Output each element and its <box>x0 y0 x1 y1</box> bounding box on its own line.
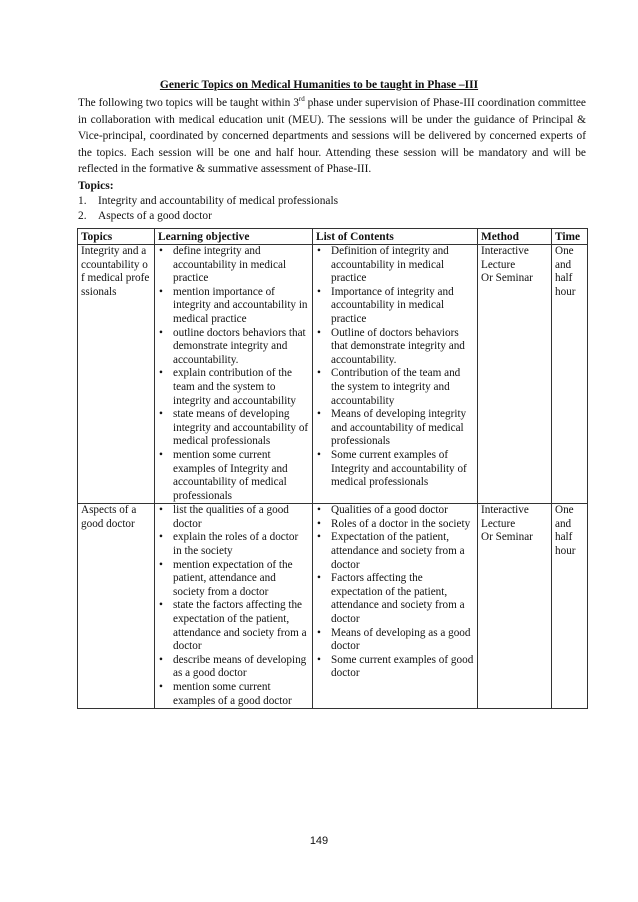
list-item: • mention importance of integrity and accountability in medical practice <box>158 286 309 327</box>
time-line: hour <box>555 545 576 558</box>
page-title: Generic Topics on Medical Humanities to be taught in Phase –III <box>159 79 479 91</box>
time-cell <box>552 504 588 709</box>
time-line: One <box>555 245 574 257</box>
method-line: Lecture <box>481 258 516 271</box>
list-item: • Roles of a doctor in the society <box>316 518 474 532</box>
page-number: 149 <box>309 835 329 847</box>
curriculum-table <box>77 228 588 709</box>
intro-text-rest: phase under supervision of Phase-III coordination committee in collaboration with medical education unit (MEU). The sessions will be under the guidance of Principal & Vice-principal, coordinated by concerned departments and sessions will be delivered by concerned experts of the topics. Each session will be one and half hour. Attending these session will be mandatory and will be reflected in the formative & summative assessment of Phase-III. <box>78 97 586 176</box>
method-cell <box>478 245 552 504</box>
header-learning-objective: Learning objective <box>155 229 313 245</box>
list-item: • mention expectation of the patient, attendance and society from a doctor <box>158 559 309 600</box>
topics-heading: Topics: <box>78 179 114 192</box>
method-cell <box>478 504 552 709</box>
time-cell <box>552 245 588 504</box>
contents-cell <box>313 504 478 709</box>
time-line: and <box>555 517 572 530</box>
header-list-of-contents: List of Contents <box>313 229 478 245</box>
topics-list <box>78 194 338 224</box>
table-row <box>78 245 588 504</box>
list-item: • explain contribution of the team and the system to integrity and accountability <box>158 367 309 408</box>
header-method: Method <box>478 229 552 245</box>
method-line: Or Seminar <box>481 272 533 285</box>
header-topics: Topics <box>78 229 155 245</box>
list-item: • define integrity and accountability in medical practice <box>158 245 309 286</box>
list-item: • Some current examples of Integrity and accountability of medical professionals <box>316 449 474 490</box>
time-line: One <box>555 504 574 517</box>
intro-paragraph <box>78 95 586 178</box>
list-item: • list the qualities of a good doctor <box>158 504 309 531</box>
list-item: • state the factors affecting the expectation of the patient, attendance and society from a doctor <box>158 599 309 653</box>
time-line: and <box>555 258 572 271</box>
list-item: • outline doctors behaviors that demonstrate integrity and accountability. <box>158 327 309 368</box>
list-item: • Importance of integrity and accountability in medical practice <box>316 286 474 327</box>
list-item: • Contribution of the team and the system to integrity and accountability <box>316 367 474 408</box>
list-item: • Means of developing integrity and accountability of medical professionals <box>316 408 474 449</box>
list-item: • Qualities of a good doctor <box>316 504 474 518</box>
list-item: • Some current examples of good doctor <box>316 654 474 681</box>
list-number: 1. <box>78 195 87 207</box>
header-time: Time <box>552 229 588 245</box>
method-line: Interactive <box>481 504 529 517</box>
intro-superscript: rd <box>298 95 305 104</box>
time-line: half <box>555 272 573 285</box>
method-line: Lecture <box>481 517 516 530</box>
list-number: 2. <box>78 210 87 222</box>
list-item <box>78 209 338 224</box>
method-line: Or Seminar <box>481 531 533 544</box>
list-item: • Expectation of the patient, attendance and society from a doctor <box>316 531 474 572</box>
list-item: • Factors affecting the expectation of the patient, attendance and society from a doctor <box>316 572 474 626</box>
list-text: Aspects of a good doctor <box>98 210 212 222</box>
list-item <box>78 194 338 209</box>
table-header-row <box>78 229 588 245</box>
table-row <box>78 504 588 709</box>
list-item: • state means of developing integrity and accountability of medical professionals <box>158 408 309 449</box>
list-item: • mention some current examples of Integrity and accountability of medical professionals <box>158 449 309 503</box>
list-item: • explain the roles of a doctor in the society <box>158 531 309 558</box>
objectives-cell <box>155 245 313 504</box>
time-line: hour <box>555 285 576 298</box>
list-text: Integrity and accountability of medical professionals <box>98 195 339 207</box>
objectives-cell <box>155 504 313 709</box>
list-item: • Means of developing as a good doctor <box>316 627 474 654</box>
list-item: • describe means of developing as a good doctor <box>158 654 309 681</box>
list-item: • Definition of integrity and accountability in medical practice <box>316 245 474 286</box>
method-line: Interactive <box>481 245 529 257</box>
intro-text-start: The following two topics will be taught within 3 <box>78 97 299 109</box>
topic-cell: Aspects of a good doctor <box>78 504 155 709</box>
contents-cell <box>313 245 478 504</box>
list-item: • mention some current examples of a good doctor <box>158 681 309 708</box>
list-item: • Outline of doctors behaviors that demonstrate integrity and accountability. <box>316 327 474 368</box>
time-line: half <box>555 531 573 544</box>
topic-cell: Integrity and accountability of medical professionals <box>78 245 155 504</box>
